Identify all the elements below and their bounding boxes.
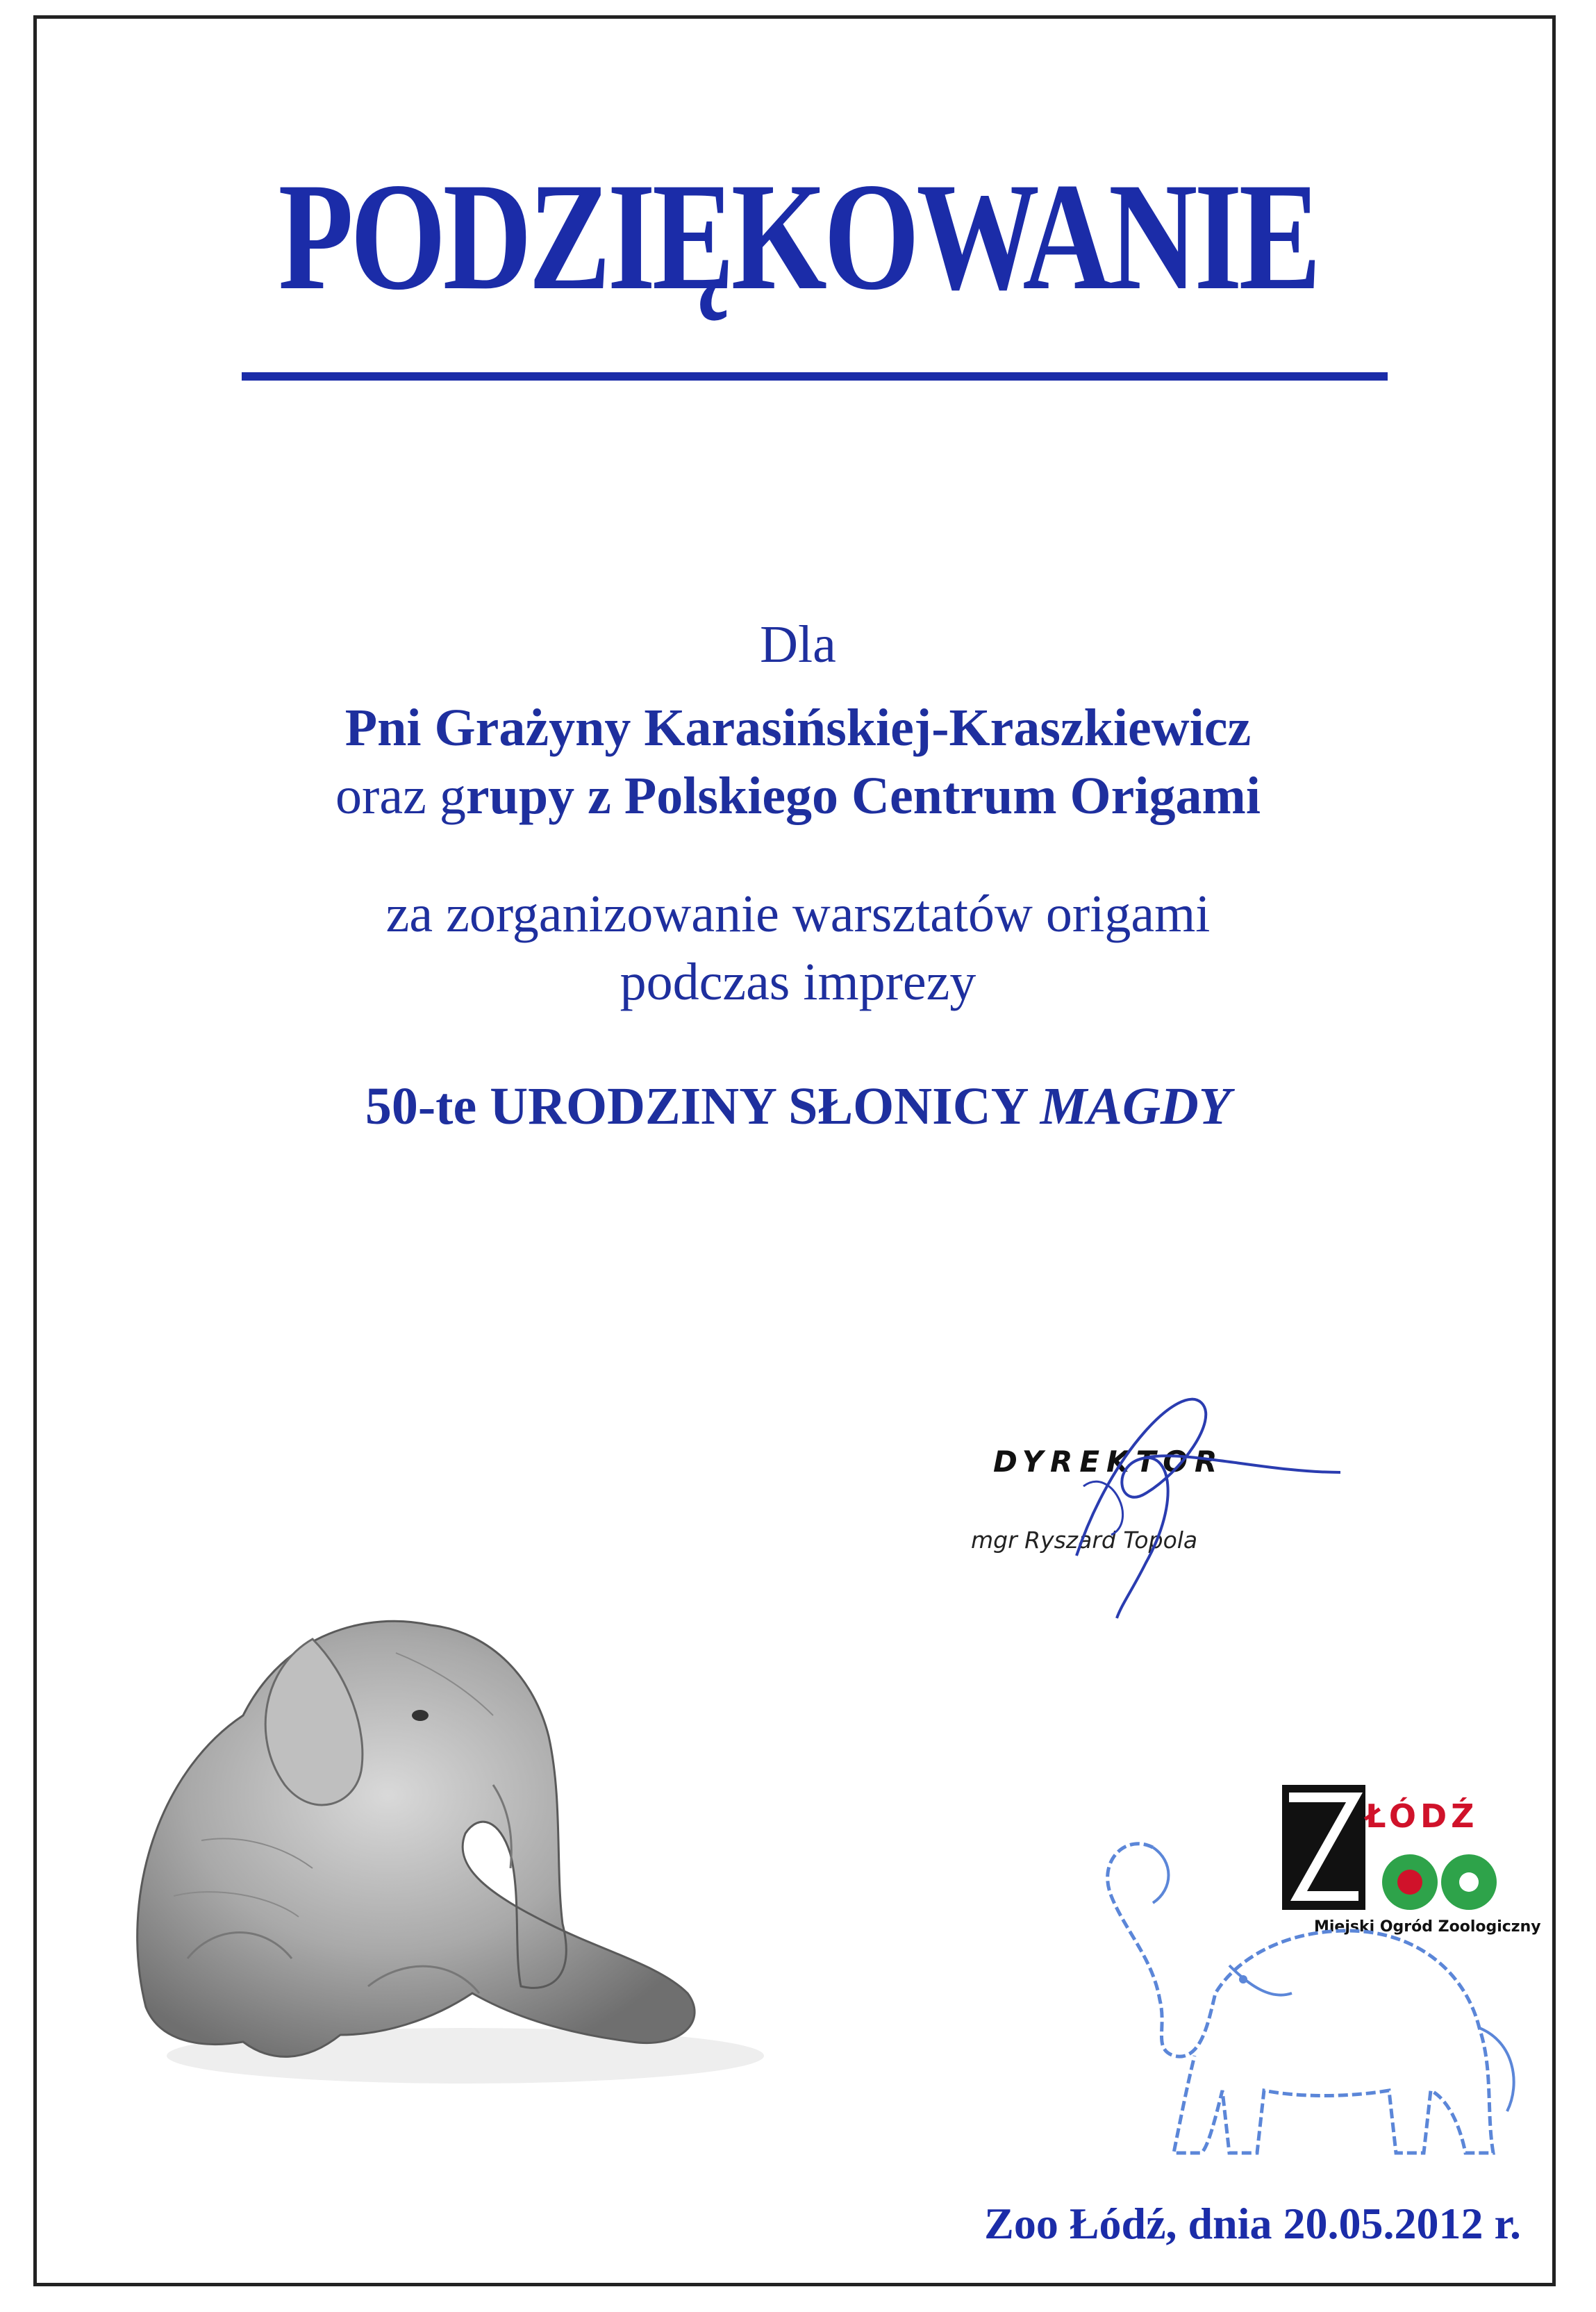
event-honoree: MAGDY bbox=[1040, 1077, 1231, 1136]
recipient-group-name: rupy z Polskiego Centrum Origami bbox=[465, 767, 1261, 825]
director-signature bbox=[972, 1354, 1361, 1632]
stamp-name: mgr Ryszard Topola bbox=[971, 1527, 1198, 1554]
event-prefix: 50-te URODZINY SŁONICY bbox=[365, 1077, 1040, 1136]
place-date: Zoo Łódź, dnia 20.05.2012 r. bbox=[984, 2199, 1521, 2248]
document-title: PODZIĘKOWANIE bbox=[278, 151, 1318, 322]
recipient-group-prefix: oraz g bbox=[335, 767, 466, 825]
logo-city: ŁÓDŹ bbox=[1365, 1797, 1479, 1835]
title-underline bbox=[242, 372, 1388, 381]
reason-line-2: podczas imprezy bbox=[620, 953, 976, 1011]
stamp-title: DYREKTOR bbox=[993, 1445, 1224, 1479]
for-label: Dla bbox=[760, 615, 836, 674]
event-name bbox=[0, 1077, 1596, 1136]
reason-line-1: za zorganizowanie warsztatów origami bbox=[385, 885, 1211, 943]
recipient-name: Pni Grażyny Karasińskiej-Kraszkiewicz bbox=[344, 699, 1252, 757]
logo-subtitle: Miejski Ogród Zoologiczny bbox=[1314, 1918, 1541, 1936]
recipient-group bbox=[0, 767, 1596, 825]
elephant-photo bbox=[104, 1507, 771, 2097]
elephant-stamp bbox=[1070, 1820, 1528, 2181]
